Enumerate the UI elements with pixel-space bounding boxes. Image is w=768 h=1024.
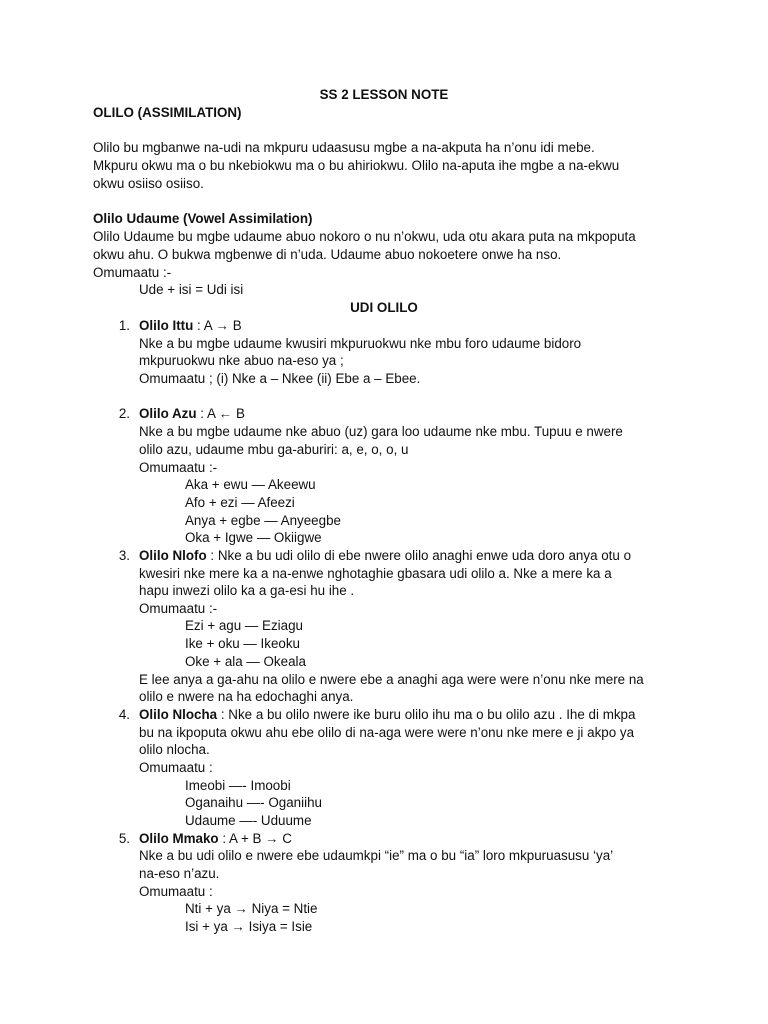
item-text-line: Nke a bu mgbe udaume nke abuo (uz) gara loo udaume nke mbu. Tupuu e nwere	[139, 424, 623, 439]
example-line: Aka + ewu — Akeewu	[185, 477, 316, 492]
item-text-line: Nke a bu mgbe udaume kwusiri mkpuruokwu nke mbu foro udaume bidoro	[139, 336, 582, 351]
example-label: Omumaatu :-	[93, 265, 172, 280]
item-text-line: E lee anya a ga-ahu na olilo e nwere ebe a anaghi aga were were n’onu nke mere na	[139, 672, 644, 687]
example-line: Ike + oku — Ikeoku	[185, 636, 300, 651]
item-name: Olilo Nlocha	[139, 707, 218, 722]
list-item-heading	[139, 317, 242, 335]
item-name: Olilo Nlofo	[139, 548, 207, 563]
example-line: Udaume —- Uduume	[185, 813, 312, 828]
vowel-text-line: Olilo Udaume bu mgbe udaume abuo nokoro o nu n’okwu, uda otu akara puta na mkpoputa	[93, 229, 636, 244]
item-formula: : Nke a bu olilo nwere ike buru olilo ihu ma o bu olilo azu . Ihe di mkpa	[217, 707, 636, 722]
document-title: SS 2 LESSON NOTE	[319, 87, 449, 102]
item-number: 1.	[118, 318, 130, 333]
item-number: 4.	[118, 707, 130, 722]
example-line: Anya + egbe — Anyeegbe	[185, 513, 341, 528]
item-name: Olilo Mmako	[139, 831, 219, 846]
item-formula: : A ← B	[196, 406, 245, 421]
item-name: Olilo Azu	[139, 406, 197, 421]
item-text-line: bu na ikpoputa okwu ahu ebe olilo di na-aga were were n’onu nke mere e ji akpo ya	[139, 725, 635, 740]
list-item-heading	[139, 706, 635, 724]
item-text-line: mkpuruokwu nke abuo na-eso ya ;	[139, 353, 344, 368]
item-text-line: olilo e nwere na ha edochaghi anya.	[139, 689, 354, 704]
example-label: Omumaatu :-	[139, 601, 218, 616]
item-number: 5.	[118, 831, 130, 846]
item-text-line: kwesiri nke mere ka a na-enwe nghotaghie gbasara udi olilo a. Nke a mere ka a	[139, 566, 612, 581]
example-line: Ude + isi = Udi isi	[139, 282, 244, 297]
example-line: Oganaihu —- Oganiihu	[185, 795, 322, 810]
example-label: Omumaatu :	[139, 884, 213, 899]
list-item-heading	[139, 547, 631, 565]
example-line: Oke + ala — Okeala	[185, 654, 306, 669]
example-line: Isi + ya → Isiya = Isie	[185, 919, 313, 934]
item-text-line: olilo nlocha.	[139, 742, 210, 757]
vowel-text-line: okwu ahu. O bukwa mgbenwe di n’uda. Udaume abuo nokoetere onwe ha nso.	[93, 247, 562, 262]
example-label: Omumaatu :	[139, 760, 213, 775]
section-title: UDI OLILO	[350, 300, 418, 315]
example-line: Imeobi —- Imoobi	[185, 778, 291, 793]
item-text-line: Omumaatu ; (i) Nke a – Nkee (ii) Ebe a – Ebee.	[139, 371, 421, 386]
intro-line: Olilo bu mgbanwe na-udi na mkpuru udaasusu mgbe a na-akputa ha n’onu idi mebe.	[93, 140, 595, 155]
example-line: Afo + ezi — Afeezi	[185, 495, 295, 510]
item-formula: : A → B	[193, 318, 242, 333]
intro-line: Mkpuru okwu ma o bu nkebiokwu ma o bu ahiriokwu. Olilo na-aputa ihe mgbe a na-ekwu	[93, 158, 620, 173]
item-text-line: na-eso n’azu.	[139, 866, 220, 881]
item-formula: : A + B → C	[218, 831, 292, 846]
example-line: Ezi + agu — Eziagu	[185, 618, 303, 633]
vowel-assimilation-heading: Olilo Udaume (Vowel Assimilation)	[93, 211, 313, 226]
item-text-line: hapu inwezi olilo ka a ga-esi hu ihe .	[139, 583, 355, 598]
example-line: Nti + ya → Niya = Ntie	[185, 901, 318, 916]
item-name: Olilo Ittu	[139, 318, 194, 333]
list-item-heading	[139, 830, 292, 848]
item-number: 3.	[118, 548, 130, 563]
main-heading: OLILO (ASSIMILATION)	[93, 105, 242, 120]
item-text-line: Nke a bu udi olilo e nwere ebe udaumkpi “ie” ma o bu “ia” loro mkpuruasusu ‘ya’	[139, 848, 614, 863]
list-item-heading	[139, 405, 245, 423]
item-text-line: olilo azu, udaume mbu ga-aburiri: a, e, o, o, u	[139, 442, 409, 457]
item-number: 2.	[118, 406, 130, 421]
example-line: Oka + Igwe — Okiigwe	[185, 530, 322, 545]
intro-line: okwu osiiso osiiso.	[93, 176, 204, 191]
example-label: Omumaatu :-	[139, 460, 218, 475]
item-formula: : Nke a bu udi olilo di ebe nwere olilo anaghi enwe uda doro anya otu o	[206, 548, 632, 563]
